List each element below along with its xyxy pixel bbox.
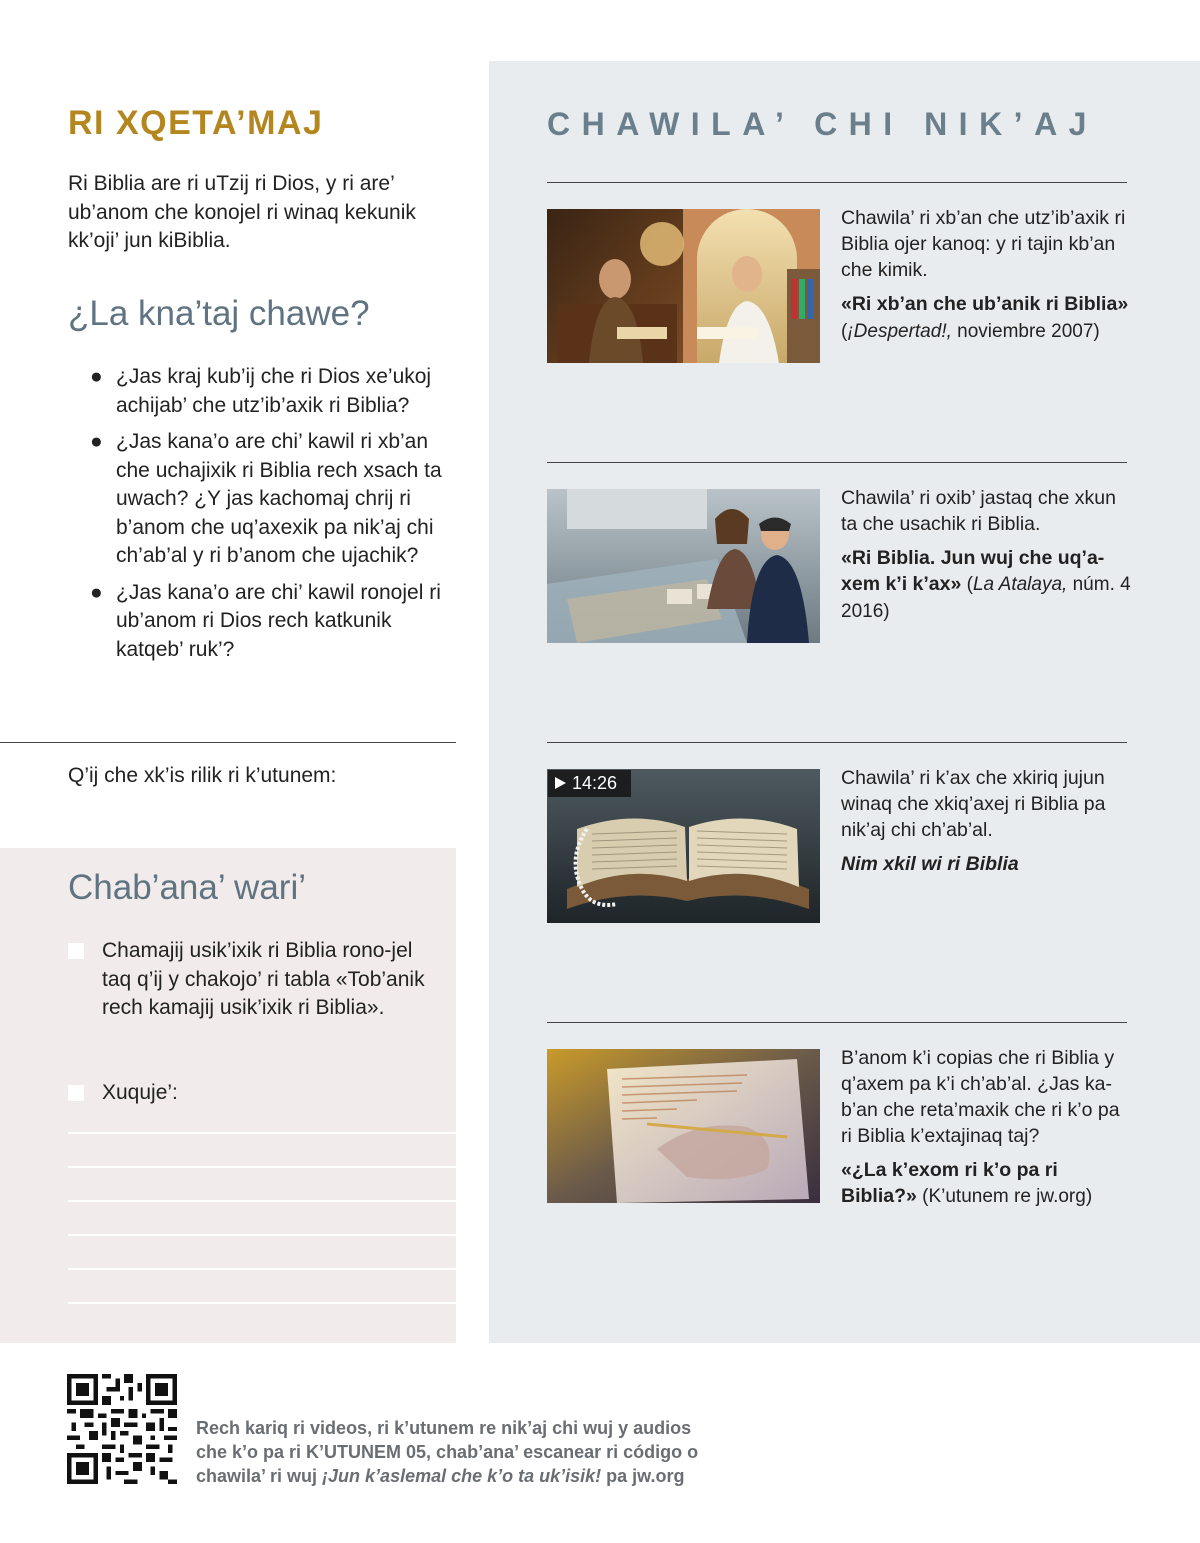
- bullet-icon: ●: [90, 430, 103, 453]
- museum-display-image[interactable]: [547, 489, 820, 643]
- video-duration-badge[interactable]: 14:26: [548, 770, 631, 797]
- task-label: Chamajij usik’ixik ri Biblia rono-jel taq q’ij y chakojo’ ri tabla «Tob’anik rech kamajij usik’ixik ri Biblia».: [102, 939, 425, 1019]
- write-line[interactable]: [68, 1234, 456, 1236]
- task-label: Xuquje’:: [102, 1081, 178, 1104]
- publication-name: La Atalaya,: [972, 574, 1068, 595]
- review-question: ● ¿Jas kraj kub’ij che ri Dios xe’ukoj achijab’ che utz’ib’axik ri Biblia?: [90, 365, 432, 417]
- article-link[interactable]: «¿La k’exom ri k’o pa ri Biblia?»: [841, 1159, 1058, 1207]
- divider: [547, 462, 1127, 463]
- publication-name: ¡Jun k’aslemal che k’o ta uk’isik!: [322, 1466, 602, 1486]
- item-description: Chawila’ ri k’ax che xkiriq jujun winaq che xkiq’axej ri Biblia pa nik’aj chi ch’ab’al.: [841, 767, 1106, 841]
- item-description: B’anom k’i copias che ri Biblia y q’axem pa k’i ch’ab’al. ¿Jas ka-b’an che reta’maxik che ri k’o pa ri Biblia k’extajinaq taj?: [841, 1047, 1120, 1147]
- write-line[interactable]: [68, 1302, 456, 1304]
- publication-name: ¡Despertad!,: [847, 321, 952, 342]
- explore-item: Chawila’ ri xb’an che utz’ib’axik ri Biblia ojer kanoq: y ri tajin kb’an che kimik. «Ri xb’an che ub’anik ri Biblia» (¡Despertad!, noviembre 2007): [841, 207, 1129, 342]
- qr-code-icon[interactable]: [67, 1374, 177, 1484]
- completion-date-label: Q’ij che xk’is rilik ri k’utunem:: [68, 764, 337, 787]
- task-checkbox[interactable]: [68, 1085, 84, 1101]
- item-description: Chawila’ ri oxib’ jastaq che xkun ta che usachik ri Biblia.: [841, 487, 1116, 535]
- summary-heading: RI XQETA’MAJ: [68, 104, 324, 142]
- write-line[interactable]: [68, 1200, 456, 1202]
- footer-note: Rech kariq ri videos, ri k’utunem re nik’aj chi wuj y audios che k’o pa ri K’UTUNEM 05, chab’ana’ escanear ri código o chawila’ ri wuj ¡Jun k’aslemal che k’o ta uk’isik! pa jw.org: [196, 1418, 699, 1486]
- review-question: ● ¿Jas kana’o are chi’ kawil ri xb’an che uchajixik ri Biblia rech xsach ta uwach? ¿Y jas kachomaj chrij ri b’anom che uq’axexik pa nik’aj chi ch’ab’al y ri b’anom che ujachik?: [90, 430, 442, 567]
- homework-heading: Chab’ana’ wari’: [68, 868, 306, 907]
- task-checkbox[interactable]: [68, 943, 84, 959]
- explore-item: B’anom k’i copias che ri Biblia y q’axem pa k’i ch’ab’al. ¿Jas ka-b’an che reta’maxik che ri k’o pa ri Biblia k’extajinaq taj? «¿La k’exom ri k’o pa ri Biblia?» (K’utunem re jw.org): [841, 1047, 1120, 1207]
- review-questions: [90, 363, 460, 672]
- review-heading: ¿La kna’taj chawe?: [68, 294, 370, 333]
- bullet-icon: ●: [90, 365, 103, 388]
- divider: [547, 742, 1127, 743]
- people-writing-image[interactable]: [547, 209, 820, 363]
- play-icon: [555, 777, 566, 789]
- divider: [547, 1022, 1127, 1023]
- summary-text: Ri Biblia are ri uTzij ri Dios, y ri are’ ub’anom che konojel ri winaq kekunik kk’oji’ jun kiBiblia.: [68, 172, 416, 252]
- article-link[interactable]: «Ri xb’an che ub’anik ri Biblia»: [841, 293, 1129, 315]
- manuscript-writing-image[interactable]: [547, 1049, 820, 1203]
- divider: [547, 182, 1127, 183]
- write-line[interactable]: [68, 1268, 456, 1270]
- bullet-icon: ●: [90, 580, 103, 604]
- explore-heading: CHAWILA’ CHI NIK’AJ: [547, 106, 1098, 142]
- divider: [0, 742, 456, 743]
- write-line[interactable]: [68, 1132, 456, 1134]
- explore-item: Chawila’ ri oxib’ jastaq che xkun ta che usachik ri Biblia. «Ri Biblia. Jun wuj che uq’a-xem k’i k’ax» (La Atalaya, núm. 4 2016): [841, 487, 1131, 622]
- explore-item: [841, 765, 1131, 877]
- write-line[interactable]: [68, 1166, 456, 1168]
- review-question: ● ¿Jas kana’o are chi’ kawil ronojel ri ub’anom ri Dios rech katkunik katqeb’ ruk’?: [90, 580, 441, 661]
- item-description: Chawila’ ri xb’an che utz’ib’axik ri Biblia ojer kanoq: y ri tajin kb’an che kimik.: [841, 207, 1126, 281]
- video-link[interactable]: Nim xkil wi ri Biblia: [841, 853, 1019, 875]
- article-link[interactable]: «Ri Biblia. Jun wuj che uq’a-xem k’i k’ax»: [841, 547, 1105, 595]
